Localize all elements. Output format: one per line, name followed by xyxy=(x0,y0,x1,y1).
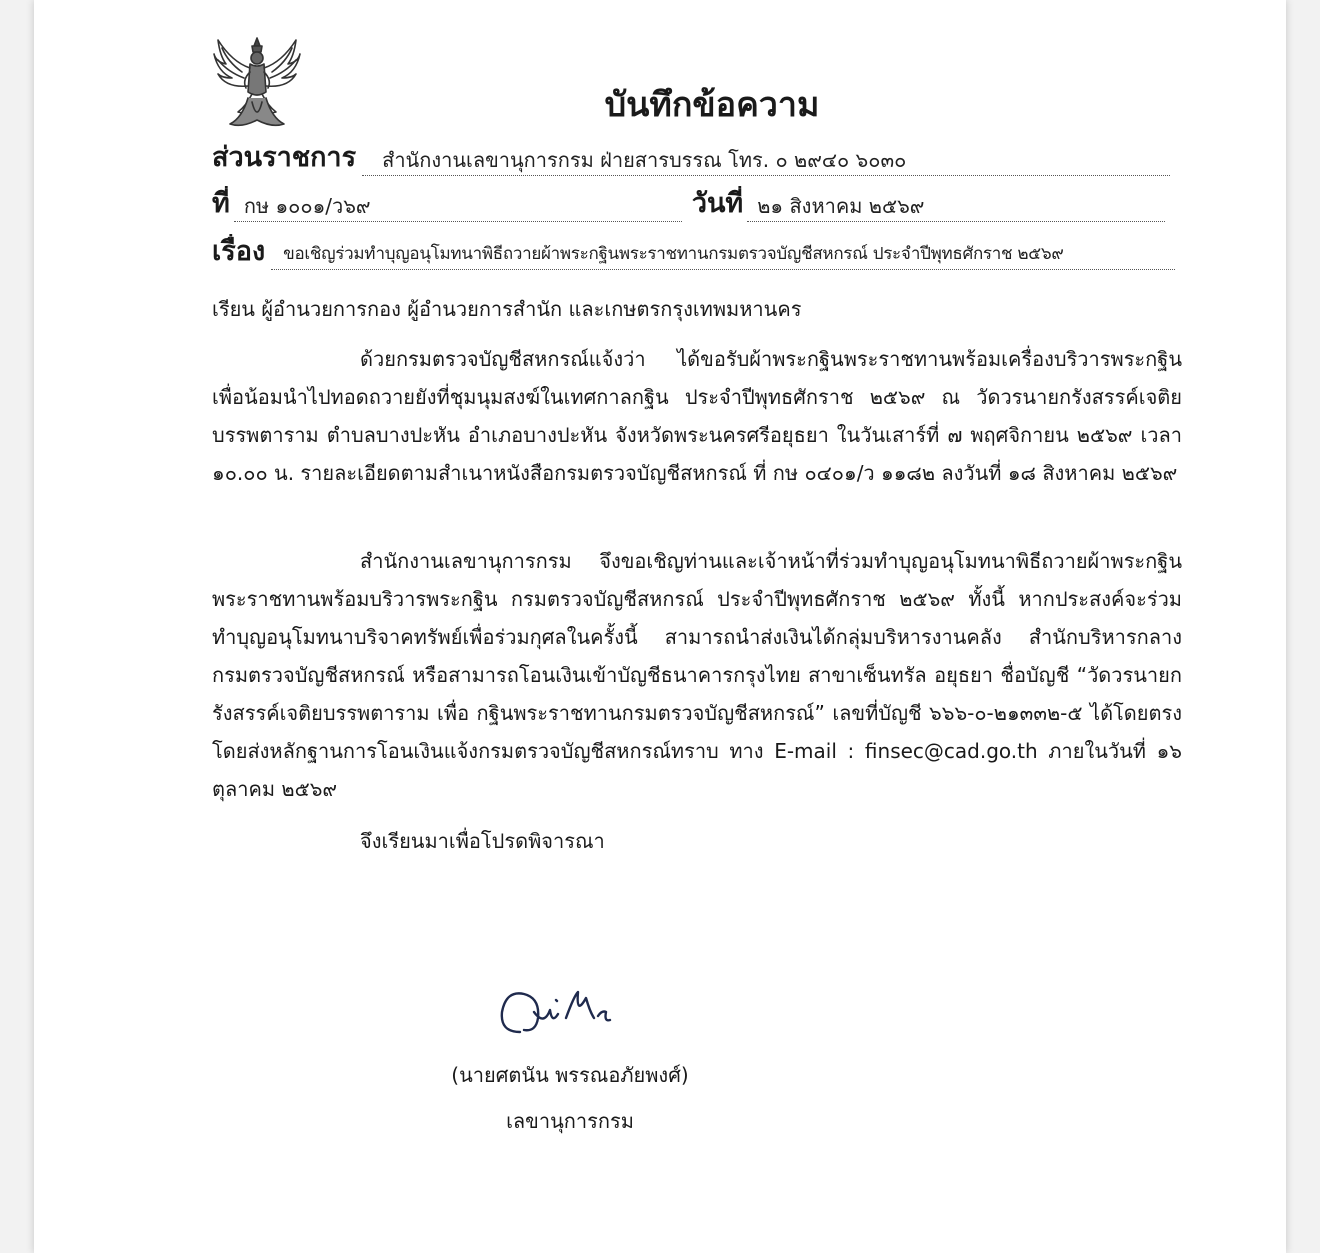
date-label: วันที่ xyxy=(691,188,744,219)
closing-line: จึงเรียนมาเพื่อโปรดพิจารณา xyxy=(360,829,605,853)
body-paragraph-2 xyxy=(212,542,1182,808)
signature xyxy=(494,982,634,1042)
ref-label: ที่ xyxy=(212,188,230,219)
ref-date-row xyxy=(212,186,1182,222)
signatory-position: เลขานุการกรม xyxy=(506,1109,634,1133)
paragraph-text: สำนักงานเลขานุการกรม จึงขอเชิญท่านและเจ้าหน้าที่ร่วมทำบุญอนุโมทนาพิธีถวายผ้าพระกฐินพระราชทานพร้อมบริวารพระกฐิน กรมตรวจบัญชีสหกรณ์ ประจำปีพุทธศักราช ๒๕๖๙ ทั้งนี้ หากประสงค์จะร่วมทำบุญอนุโมทนาบริจาคทรัพย์เพื่อร่วมกุศลในครั้งนี้ สามารถนำส่งเงินได้กลุ่มบริหารงานคลัง สำนักบริหารกลาง กรมตรวจบัญชีสหกรณ์ หรือสามารถโอนเงินเข้าบัญชีธนาคารกรุงไทย สาขาเซ็นทรัล อยุธยา ชื่อบัญชี “วัดวรนายกรังสรรค์เจติยบรรพตาราม เพื่อ กฐินพระราชทานกรมตรวจบัญชีสหกรณ์” เลขที่บัญชี ๖๖๖-๐-๒๑๓๓๒-๕ ได้โดยตรง โดยส่งหลักฐานการโอนเงินแจ้งกรมตรวจบัญชีสหกรณ์ทราบ ทาง E-mail : finsec@cad.go.th ภายในวันที่ ๑๖ ตุลาคม ๒๕๖๙ xyxy=(212,549,1182,801)
department-row xyxy=(212,140,1182,176)
department-value: สำนักงานเลขานุการกรม ฝ่ายสารบรรณ โทร. ๐ ๒๙๔๐ ๖๐๓๐ xyxy=(362,146,1170,176)
subject-value: ขอเชิญร่วมทำบุญอนุโมทนาพิธีถวายผ้าพระกฐินพระราชทานกรมตรวจบัญชีสหกรณ์ ประจำปีพุทธศักราช ๒๕๖๙ xyxy=(271,240,1175,270)
document-page xyxy=(34,0,1286,1253)
body-paragraph-1 xyxy=(212,340,1182,492)
subject-label: เรื่อง xyxy=(212,236,266,267)
ref-value: กษ ๑๐๐๑/ว๖๙ xyxy=(234,192,682,222)
date-value: ๒๑ สิงหาคม ๒๕๖๙ xyxy=(747,192,1165,222)
memo-title: บันทึกข้อความ xyxy=(604,85,820,125)
salutation: เรียน ผู้อำนวยการกอง ผู้อำนวยการสำนัก และเกษตรกรุงเทพมหานคร xyxy=(212,297,802,321)
signatory-name: (นายศตนัน พรรณอภัยพงศ์) xyxy=(451,1063,689,1087)
department-label: ส่วนราชการ xyxy=(212,142,357,173)
paragraph-text: ด้วยกรมตรวจบัญชีสหกรณ์แจ้งว่า ได้ขอรับผ้าพระกฐินพระราชทานพร้อมเครื่องบริวารพระกฐิน เพื่อน้อมนำไปทอดถวายยังที่ชุมนุมสงฆ์ในเทศกาลกฐิน ประจำปีพุทธศักราช ๒๕๖๙ ณ วัดวรนายกรังสรรค์เจติยบรรพตาราม ตำบลบางปะหัน อำเภอบางปะหัน จังหวัดพระนครศรีอยุธยา ในวันเสาร์ที่ ๗ พฤศจิกายน ๒๕๖๙ เวลา ๑๐.๐๐ น. รายละเอียดตามสำเนาหนังสือกรมตรวจบัญชีสหกรณ์ ที่ กษ ๐๔๐๑/ว ๑๑๘๒ ลงวันที่ ๑๘ สิงหาคม ๒๕๖๙ xyxy=(212,347,1182,485)
subject-row xyxy=(212,234,1182,270)
